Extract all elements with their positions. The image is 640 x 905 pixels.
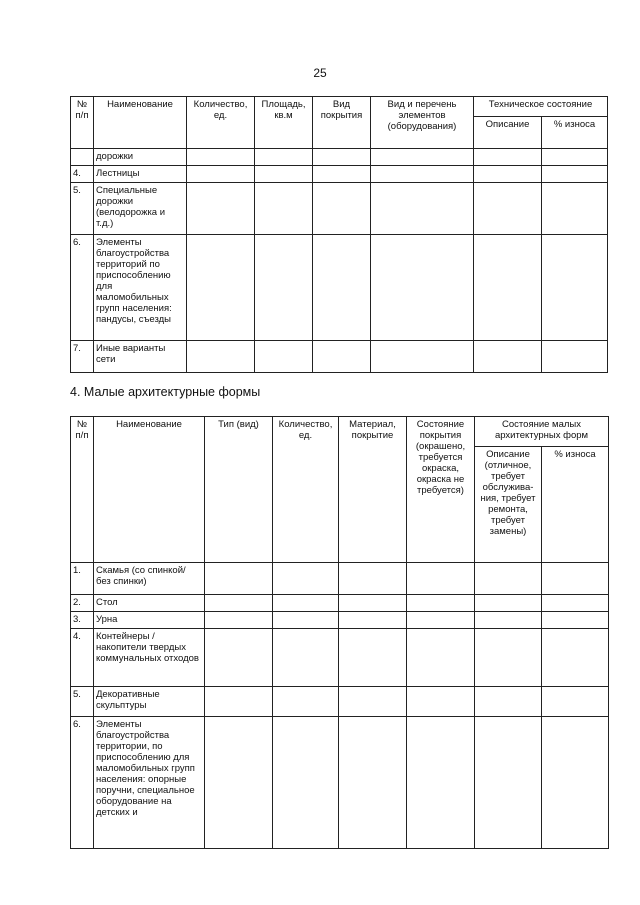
table-row [71,717,609,849]
small-architectural-forms-table [70,416,609,849]
header-elements: Вид и перечень элементов (оборудования) [371,97,474,149]
row-num: 4. [71,166,94,183]
row-name: Элементы благоустройства территории, по приспособлению для маломобильных групп населения: опорные поручни, специальное оборудование на детских и [94,717,205,849]
row-name: Декоративные скульптуры [94,687,205,717]
row-name: Элементы благоустройства территорий по приспособлению для маломобильных групп населения: пандусы, съезды [94,235,187,341]
header-area: Площадь, кв.м [255,97,313,149]
header-description: Описание [474,117,542,149]
row-num: 4. [71,629,94,687]
header-tech-state: Техническое состояние [474,97,608,117]
table-row [71,687,609,717]
row-num: 6. [71,235,94,341]
header-name: Наименование [94,97,187,149]
table-row [71,149,608,166]
row-name: Лестницы [94,166,187,183]
row-num [71,149,94,166]
row-name: Стол [94,595,205,612]
table-row [71,612,609,629]
row-num: 2. [71,595,94,612]
row-num: 7. [71,341,94,373]
row-name: дорожки [94,149,187,166]
section-title: 4. Малые архитектурные формы [70,385,261,399]
row-num: 1. [71,563,94,595]
header-quantity: Количество, ед. [187,97,255,149]
header-description: Описание (отличное, требует обслужива-ния, требует ремонта, требует замены) [475,447,542,563]
row-num: 3. [71,612,94,629]
header-name: Наименование [94,417,205,563]
header-type: Тип (вид) [205,417,273,563]
header-num: № п/п [71,417,94,563]
table-row [71,166,608,183]
header-coverage: Вид покрытия [313,97,371,149]
row-num: 5. [71,687,94,717]
header-quantity: Количество, ед. [273,417,339,563]
row-name: Урна [94,612,205,629]
header-num: № п/п [71,97,94,149]
table-row [71,629,609,687]
row-num: 6. [71,717,94,849]
table-row [71,235,608,341]
table-row [71,595,609,612]
header-maf-state: Состояние малых архитектурных форм [475,417,609,447]
row-name: Контейнеры / накопители твердых коммунальных отходов [94,629,205,687]
header-coating-state: Состояние покрытия (окрашено, требуется окраска, окраска не требуется) [407,417,475,563]
row-name: Специальные дорожки (велодорожка и т.д.) [94,183,187,235]
page-number: 25 [313,66,327,80]
paths-table [70,96,608,373]
table-row [71,183,608,235]
table-row [71,341,608,373]
header-wear: % износа [542,447,609,563]
table-row [71,563,609,595]
row-name: Скамья (со спинкой/ без спинки) [94,563,205,595]
row-num: 5. [71,183,94,235]
header-wear: % износа [542,117,608,149]
row-name: Иные варианты сети [94,341,187,373]
header-material: Материал, покрытие [339,417,407,563]
